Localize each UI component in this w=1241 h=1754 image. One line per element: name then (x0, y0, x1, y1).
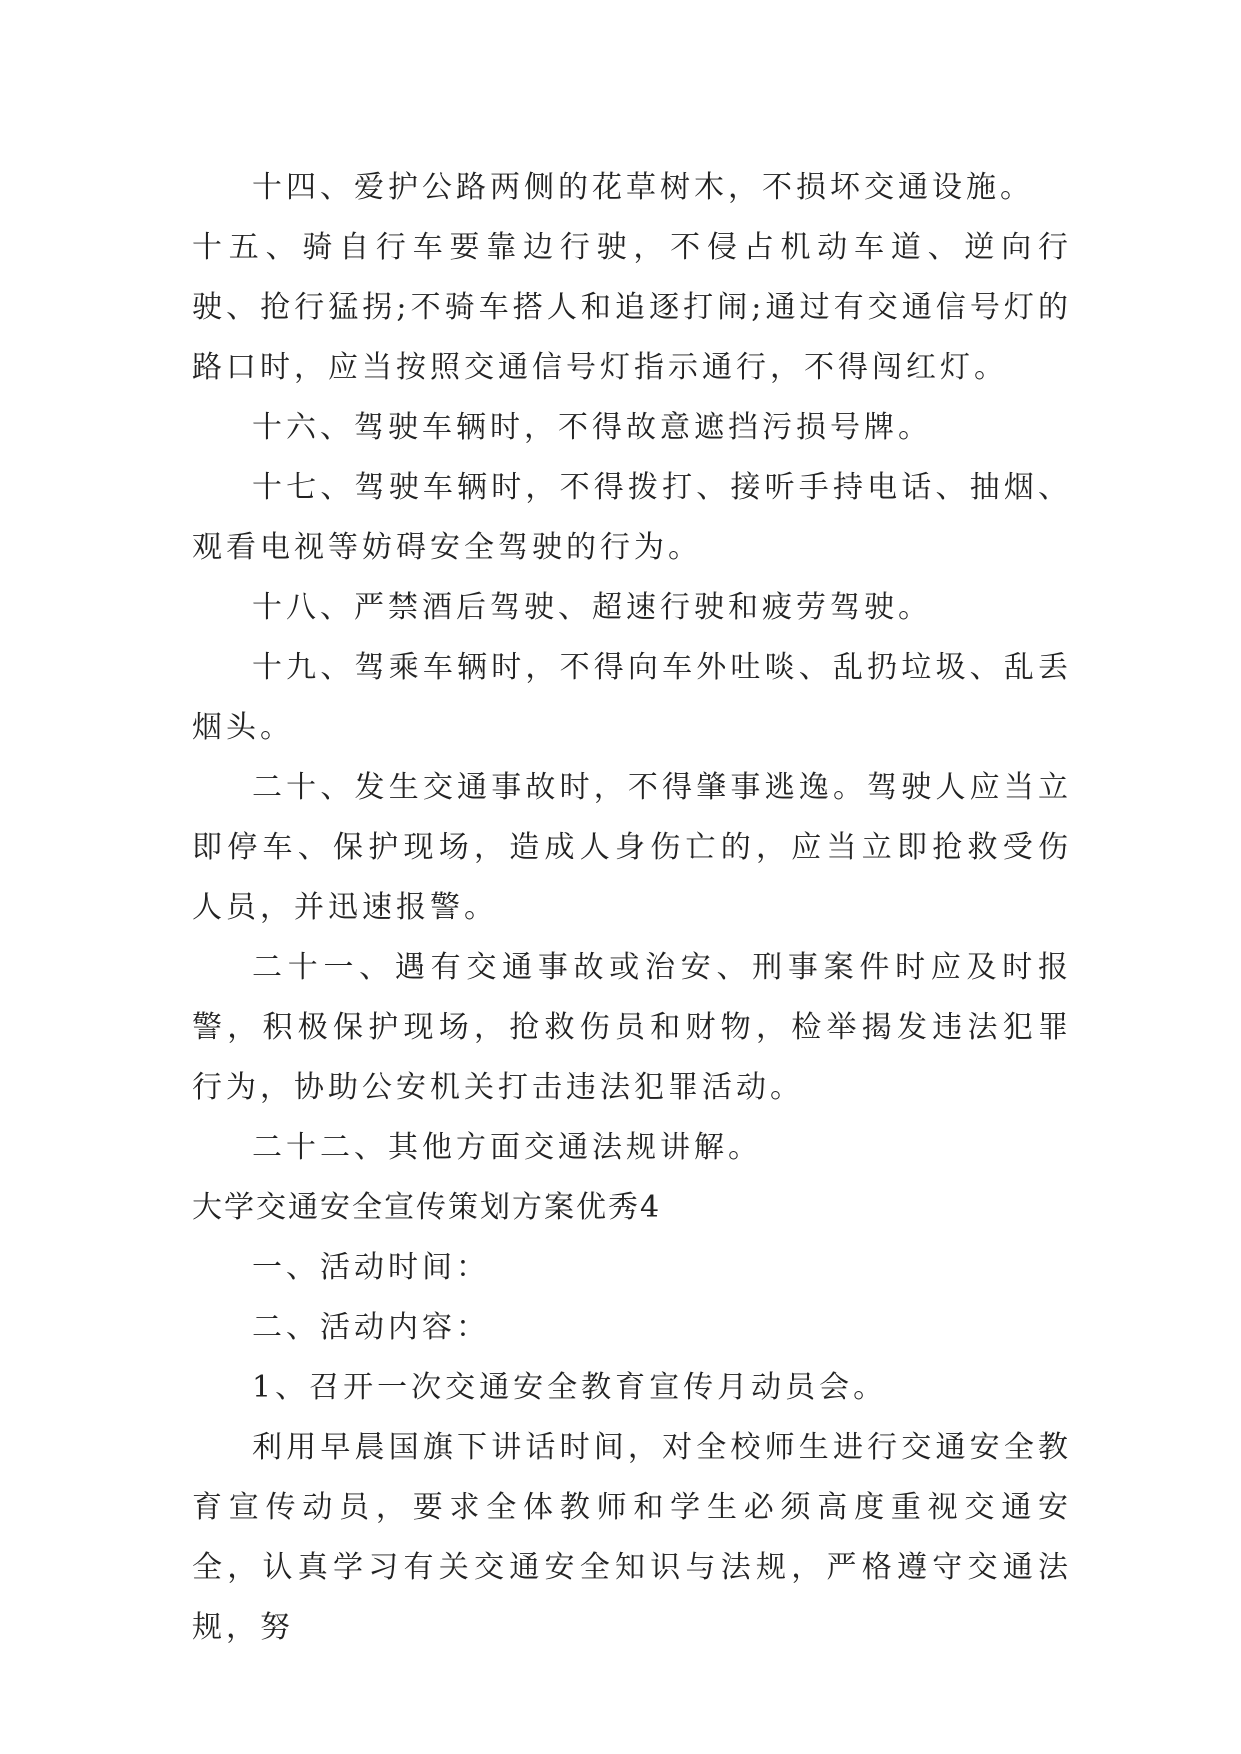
paragraph-22: 二十二、其他方面交通法规讲解。 (252, 1130, 762, 1165)
paragraph-17: 十七、驾驶车辆时，不得拨打、接听手持电话、抽烟、观看电视等妨碍安全驾驶的行为。 (192, 470, 1072, 565)
document-body (192, 158, 1072, 1658)
paragraph-18: 十八、严禁酒后驾驶、超速行驶和疲劳驾驶。 (252, 590, 932, 625)
activity-content-item: 二、活动内容： (252, 1310, 490, 1345)
activity-time-item: 一、活动时间： (252, 1250, 490, 1285)
paragraph-14: 十四、爱护公路两侧的花草树木，不损坏交通设施。 (252, 170, 1034, 205)
paragraph-21: 二十一、遇有交通事故或治安、刑事案件时应及时报警，积极保护现场，抢救伤员和财物，检举揭发违法犯罪行为，协助公安机关打击违法犯罪活动。 (192, 950, 1072, 1105)
mobilization-meeting-item: 1、召开一次交通安全教育宣传月动员会。 (252, 1370, 888, 1405)
section-title: 大学交通安全宣传策划方案优秀4 (192, 1190, 662, 1225)
paragraph-20: 二十、发生交通事故时，不得肇事逃逸。驾驶人应当立即停车、保护现场，造成人身伤亡的，应当立即抢救受伤人员，并迅速报警。 (192, 770, 1072, 925)
paragraph-19: 十九、驾乘车辆时，不得向车外吐啖、乱扔垃圾、乱丢烟头。 (192, 650, 1072, 745)
paragraph-15: 十五、骑自行车要靠边行驶，不侵占机动车道、逆向行驶、抢行猛拐;不骑车搭人和追逐打闹;通过有交通信号灯的路口时，应当按照交通信号灯指示通行，不得闯红灯。 (192, 230, 1072, 385)
flag-speech-paragraph: 利用早晨国旗下讲话时间，对全校师生进行交通安全教育宣传动员，要求全体教师和学生必须高度重视交通安全，认真学习有关交通安全知识与法规，严格遵守交通法规，努 (192, 1430, 1072, 1645)
paragraph-16: 十六、驾驶车辆时，不得故意遮挡污损号牌。 (252, 410, 932, 445)
